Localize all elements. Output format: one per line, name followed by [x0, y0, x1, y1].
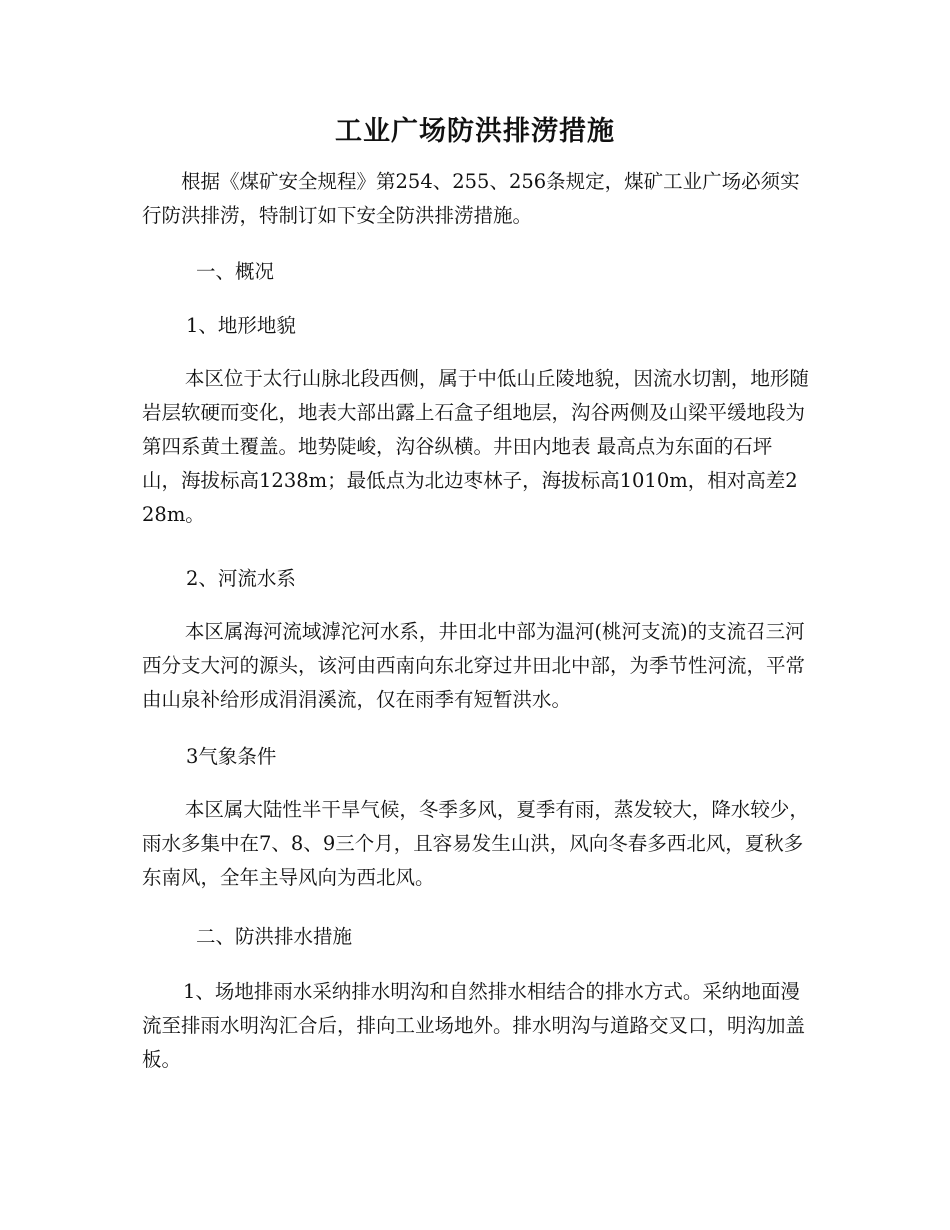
climate-paragraph: 本区属大陆性半干旱气候，冬季多风，夏季有雨，蒸发较大，降水较少，雨水多集中在7、8、9三个月，且容易发生山洪，风向冬春多西北风，夏秋多东南风，全年主导风向为西北风。 — [142, 798, 809, 889]
intro-paragraph: 根据《煤矿安全规程》第254、255、256条规定，煤矿工业广场必须实行防洪排涝，特制订如下安全防洪排涝措施。 — [142, 170, 800, 227]
terrain-paragraph: 本区位于太行山脉北段西侧，属于中低山丘陵地貌，因流水切割，地形随岩层软硬而变化，地表大部出露上石盒子组地层，沟谷两侧及山梁平缓地段为第四系黄土覆盖。地势陡峻，沟谷纵横。井田内地表 最高点为东面的石坪山，海拔标高1238m；最低点为北边枣林子，海拔标高1010m，相对高差228m。 — [142, 367, 809, 526]
section-heading-flood-measures: 二、防洪排水措施 — [196, 925, 353, 948]
subheading-terrain: 1、地形地貌 — [186, 314, 296, 337]
subheading-rivers: 2、河流水系 — [186, 567, 296, 590]
subheading-climate: 3气象条件 — [186, 745, 277, 768]
measure-item-1: 1、场地排雨水采纳排水明沟和自然排水相结合的排水方式。采纳地面漫流至排雨水明沟汇合后，排向工业场地外。排水明沟与道路交叉口，明沟加盖板。 — [142, 980, 806, 1071]
section-heading-overview: 一、概况 — [196, 260, 275, 283]
page-title: 工业广场防洪排涝措施 — [335, 116, 615, 147]
rivers-paragraph: 本区属海河流域滹沱河水系，井田北中部为温河(桃河支流)的支流召三河西分支大河的源头，该河由西南向东北穿过井田北中部，为季节性河流，平常由山泉补给形成涓涓溪流，仅在雨季有短暂洪水。 — [142, 620, 806, 711]
